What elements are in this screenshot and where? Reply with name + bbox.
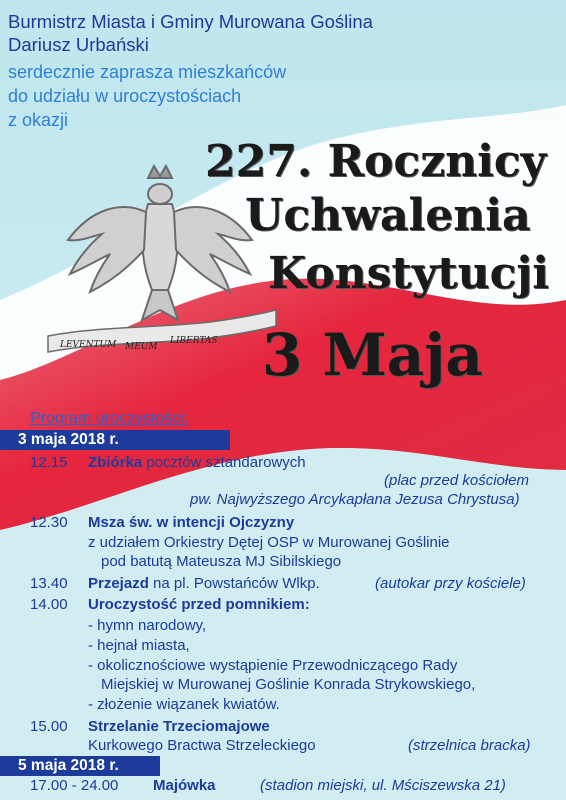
event-1500-bold <box>88 718 270 736</box>
event-1230-bold <box>88 514 294 532</box>
event-1400-bullet-2: - hejnał miasta, <box>88 637 190 654</box>
date-bar-day1 <box>0 430 230 450</box>
event-1340 <box>88 575 320 593</box>
date-day2: 5 maja 2018 r. <box>18 757 119 774</box>
title-line-3: Konstytucji <box>268 248 550 299</box>
header-invite-3: z okazji <box>8 110 69 130</box>
event-1400-bold <box>88 596 310 614</box>
event-1340-text: na pl. Powstańców Wlkp. <box>148 575 320 592</box>
event-1215 <box>88 454 306 472</box>
place-1500: (strzelnica bracka) <box>408 737 531 754</box>
event-1340-bold: Przejazd <box>88 575 149 592</box>
event-1400-bullet-1: - hymn narodowy, <box>88 617 207 634</box>
event-1215-bold: Zbiórka <box>88 454 143 471</box>
time-1500: 15.00 <box>30 718 68 735</box>
place-day2: (stadion miejski, ul. Mściszewska 21) <box>260 777 506 794</box>
event-1500-text: Kurkowego Bractwa Strzeleckiego <box>88 737 316 754</box>
time-1215: 12.15 <box>30 454 68 471</box>
program-heading: Program uroczystości: <box>30 410 189 427</box>
event-1215-text: pocztów sztandarowych <box>142 454 306 471</box>
title-line-2: Uchwalenia <box>245 190 531 241</box>
title-line-1: 227. Rocznicy <box>205 136 547 187</box>
banner-word-3: LIBERTAS <box>170 336 218 346</box>
event-1500-title: Strzelanie Trzeciomajowe <box>88 718 270 735</box>
event-day2 <box>153 777 216 795</box>
header-invite-2: do udziału w uroczystościach <box>8 86 242 106</box>
event-1400-title: Uroczystość przed pomnikiem: <box>88 596 310 613</box>
event-1400-bullet-4: - złożenie wiązanek kwiatów. <box>88 696 280 713</box>
place-1215-a: (plac przed kościołem <box>384 472 530 489</box>
header-invite-1: serdecznie zaprasza mieszkańców <box>8 62 287 82</box>
banner-word-1: LEVENTUM <box>60 340 117 350</box>
time-1340: 13.40 <box>30 575 68 592</box>
date-bar-day2 <box>0 756 160 776</box>
header-name: Dariusz Urbański <box>8 34 149 55</box>
time-1400: 14.00 <box>30 596 68 613</box>
banner-word-2: MEUM <box>125 342 158 352</box>
date-day1: 3 maja 2018 r. <box>18 431 119 448</box>
place-1215-b: pw. Najwyższego Arcykapłana Jezusa Chrystusa) <box>190 491 520 508</box>
event-day2-bold: Majówka <box>153 777 216 794</box>
time-day2: 17.00 - 24.00 <box>30 777 119 794</box>
header-mayor: Burmistrz Miasta i Gminy Murowana Goślina <box>8 11 373 32</box>
event-1230-text-2: pod batutą Mateusza MJ Sibilskiego <box>101 553 342 570</box>
event-1230-title: Msza św. w intencji Ojczyzny <box>88 514 295 531</box>
event-1400-bullet-3b: Miejskiej w Murowanej Goślinie Konrada Strykowskiego, <box>101 676 476 693</box>
place-1340: (autokar przy kościele) <box>375 575 526 592</box>
time-1230: 12.30 <box>30 514 68 531</box>
title-line-4: 3 Maja <box>262 321 483 389</box>
event-1230-text-1: z udziałem Orkiestry Dętej OSP w Murowanej Goślinie <box>88 534 450 551</box>
event-1400-bullet-3a: - okolicznościowe wystąpienie Przewodniczącego Rady <box>88 657 458 674</box>
